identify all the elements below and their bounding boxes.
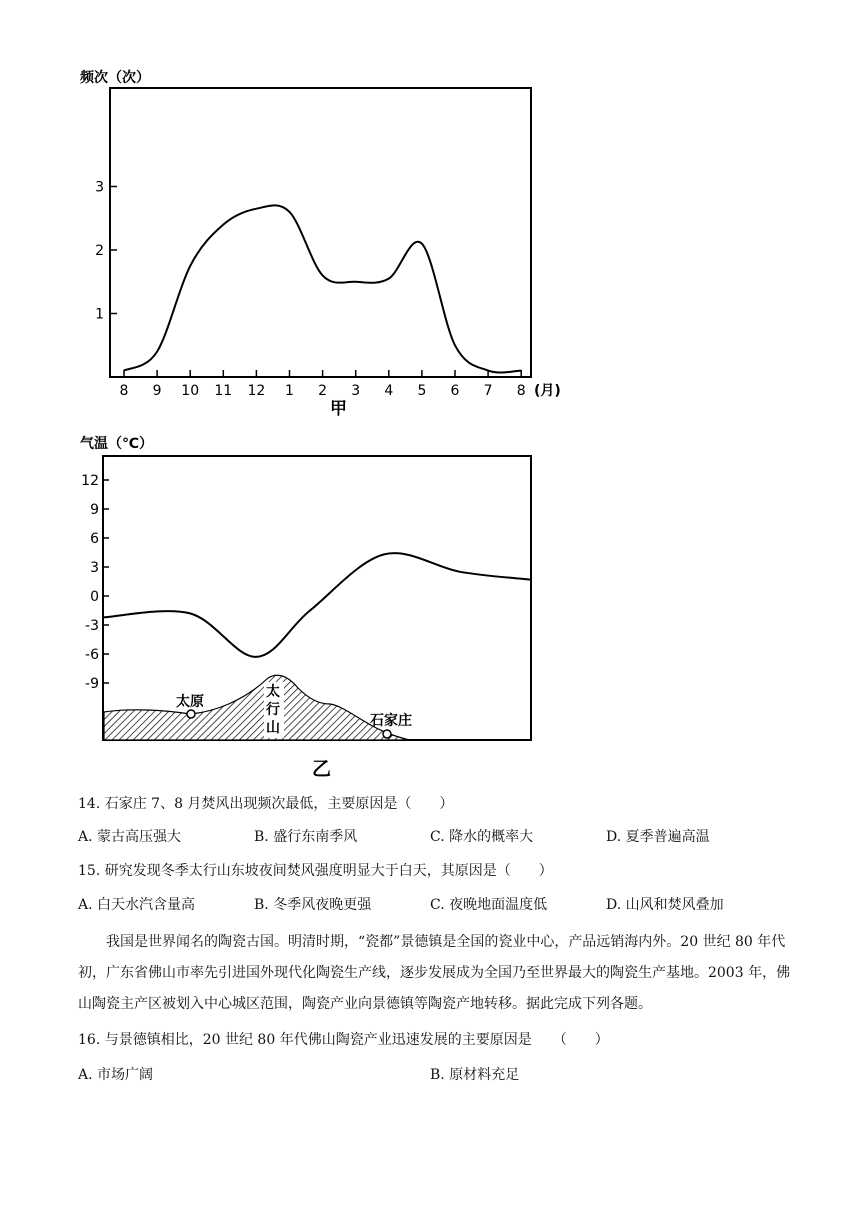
chart-jia-xtick-label: 7 [483, 383, 493, 399]
chart-jia-ylabel: 频次（次） [80, 70, 150, 86]
q15-stem: 15. 研究发现冬季太行山东坡夜间焚风强度明显大于白天，其原因是（ ） [78, 863, 553, 879]
shijiazhuang-label: 石家庄 [370, 713, 412, 729]
q14-option-c[interactable]: C. 降水的概率大 [430, 829, 534, 845]
chart-jia-series-line [124, 205, 521, 372]
q15-option-c[interactable]: C. 夜晚地面温度低 [430, 897, 548, 913]
chart-jia-xtick-label: 8 [516, 383, 526, 399]
chart-yi-panel-label: 乙 [312, 758, 332, 780]
q16-option-b[interactable]: B. 原材料充足 [430, 1067, 520, 1083]
q15-option-a[interactable]: A. 白天水汽含量高 [78, 897, 196, 913]
chart-jia-panel-label: 甲 [330, 399, 347, 419]
chart-jia-xlabel: (月) [534, 383, 561, 399]
taihang-label-2: 行 [266, 702, 280, 718]
chart-jia-xtick-label: 9 [152, 383, 162, 399]
chart-jia-xtick-label: 8 [119, 383, 129, 399]
chart-jia-ytick-label: 1 [95, 306, 104, 323]
taiyuan-marker [187, 710, 195, 718]
chart-jia-ytick-label: 3 [95, 179, 104, 196]
chart-yi-frame [103, 456, 531, 740]
q14-option-d[interactable]: D. 夏季普遍高温 [606, 829, 710, 845]
terrain-profile [104, 675, 410, 740]
chart-yi-ytick-label: 9 [90, 502, 99, 518]
chart-jia-xtick-label: 12 [247, 383, 266, 399]
chart-yi-ytick-label: -3 [85, 618, 99, 634]
chart-jia-xtick-label: 5 [417, 383, 427, 399]
shijiazhuang-marker [383, 730, 391, 738]
chart-jia-xtick-label: 10 [181, 383, 200, 399]
chart-yi-ylabel: 气温（℃） [80, 436, 153, 452]
chart-jia [0, 0, 860, 420]
taihang-label-1: 太 [266, 684, 280, 700]
chart-yi [0, 420, 860, 780]
chart-yi-series-line [104, 553, 530, 657]
q14-option-a[interactable]: A. 蒙古高压强大 [78, 829, 182, 845]
passage-text: 我国是世界闻名的陶瓷古国。明清时期，“瓷都”景德镇是全国的瓷业中心，产品远销海内外。20 世纪 80 年代初，广东省佛山市率先引进国外现代化陶瓷生产线，逐步发展成为全国乃至世界最大的陶瓷生产基地。2003 年，佛山陶瓷主产区被划入中心城区范围，陶瓷产业向景德镇等陶瓷产地转移。据此完成下列各题。 [78, 934, 791, 1012]
taihang-label-3: 山 [266, 720, 280, 736]
chart-jia-xtick-label: 4 [384, 383, 394, 399]
q14-option-b[interactable]: B. 盛行东南季风 [254, 829, 358, 845]
chart-jia-xtick-label: 11 [214, 383, 233, 399]
chart-yi-ytick-label: 6 [90, 531, 99, 547]
chart-jia-xtick-label: 1 [285, 383, 294, 399]
chart-jia-xtick-label: 3 [351, 383, 361, 399]
chart-jia-xtick-label: 6 [450, 383, 460, 399]
taiyuan-label: 太原 [176, 694, 204, 710]
chart-yi-ytick-label: -6 [85, 647, 99, 663]
chart-jia-frame [110, 88, 531, 377]
chart-jia-ytick-label: 2 [95, 243, 104, 259]
q15-option-d[interactable]: D. 山风和焚风叠加 [606, 897, 724, 913]
chart-jia-xtick-label: 2 [318, 383, 328, 399]
passage [78, 927, 793, 1020]
chart-yi-ytick-label: -9 [85, 676, 99, 692]
chart-yi-ytick-label: 0 [90, 589, 99, 605]
q15-option-b[interactable]: B. 冬季风夜晚更强 [254, 897, 372, 913]
chart-yi-ytick-label: 3 [90, 560, 99, 576]
chart-yi-ytick-label: 12 [81, 473, 99, 489]
q14-stem: 14. 石家庄 7、8 月焚风出现频次最低，主要原因是（ ） [78, 796, 454, 812]
q16-option-a[interactable]: A. 市场广阔 [78, 1067, 154, 1083]
q16-stem: 16. 与景德镇相比，20 世纪 80 年代佛山陶瓷产业迅速发展的主要原因是 （ ） [78, 1032, 609, 1048]
